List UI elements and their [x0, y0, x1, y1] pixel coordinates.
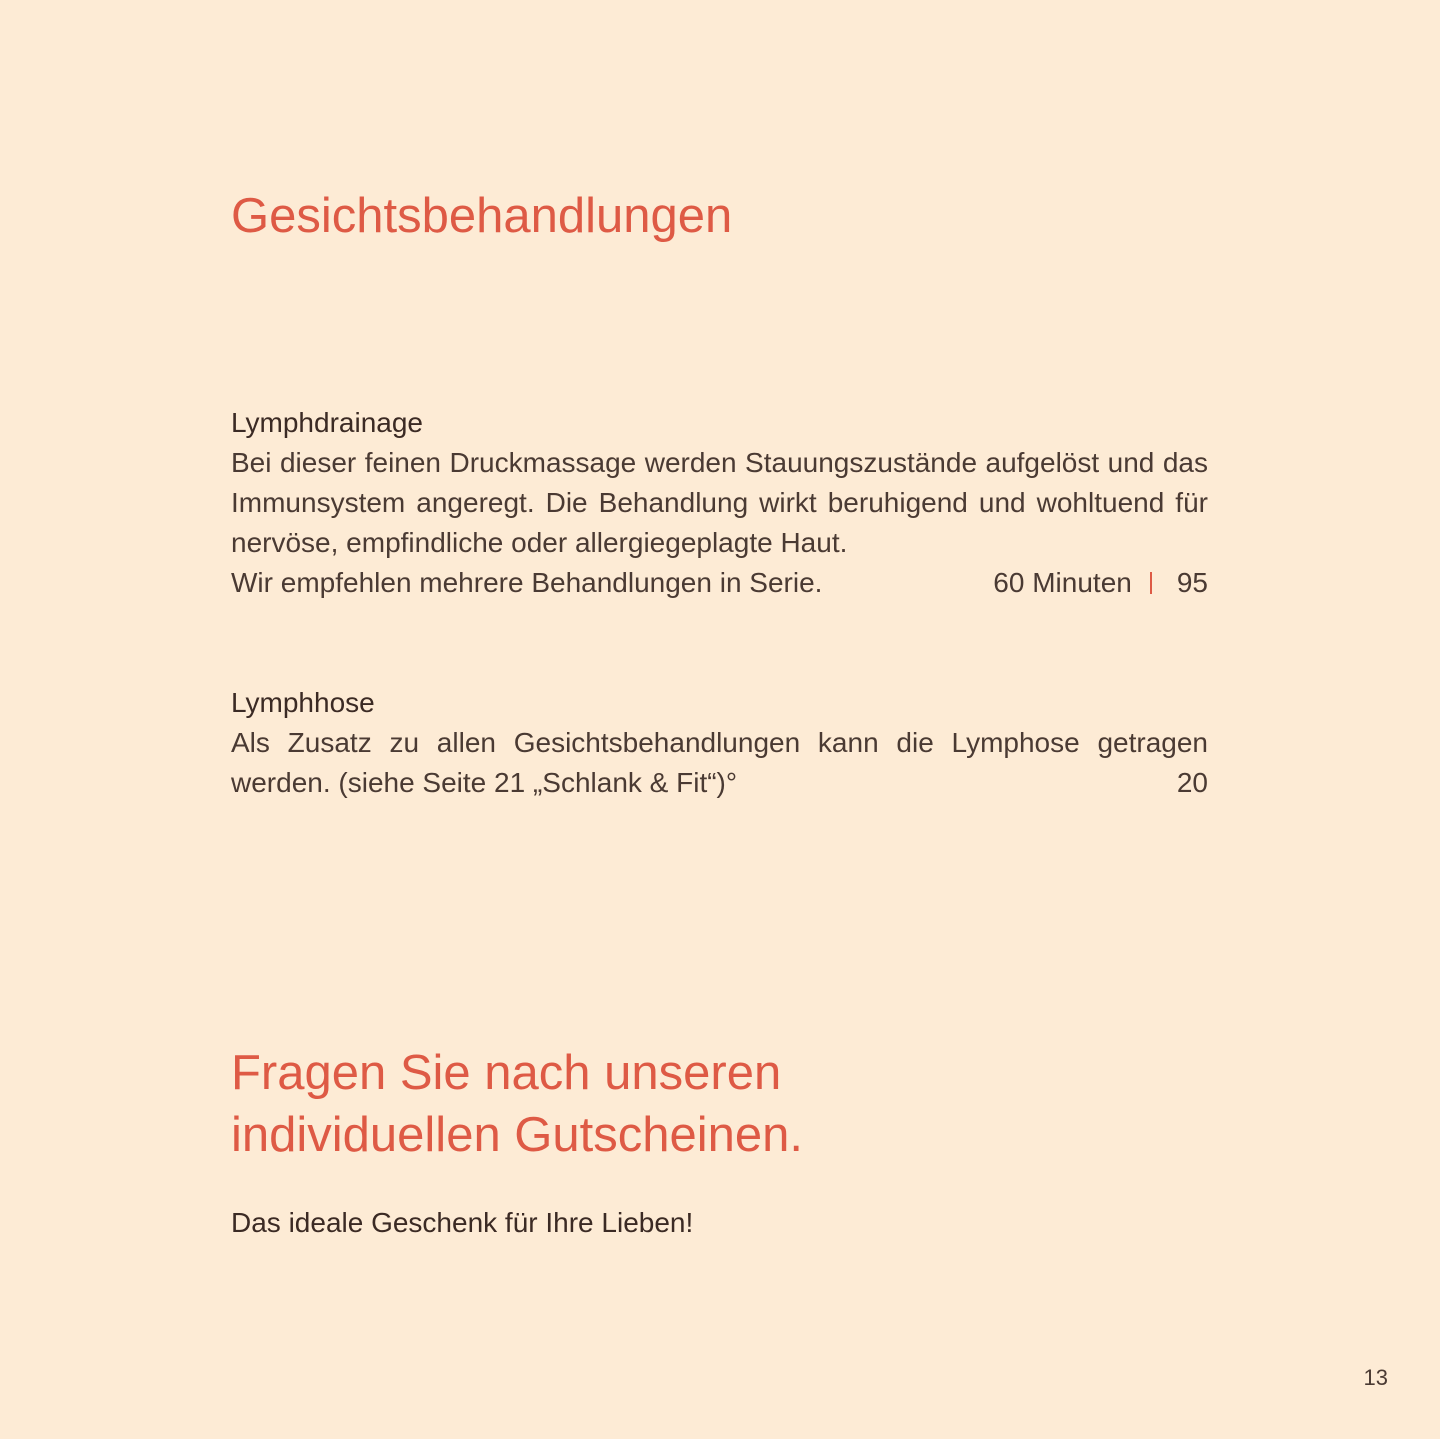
treatment-price: 95	[1176, 567, 1208, 598]
section-title: Gesichtsbehandlungen	[231, 189, 733, 243]
price-group	[993, 563, 1208, 603]
treatment-lymphhose	[231, 683, 1208, 803]
voucher-headline-line-2: individuellen Gutscheinen.	[231, 1108, 804, 1162]
treatment-note: Wir empfehlen mehrere Behandlungen in Serie.	[231, 567, 823, 598]
voucher-subtitle: Das ideale Geschenk für Ihre Lieben!	[231, 1207, 694, 1238]
treatment-price: 20	[1176, 767, 1208, 798]
voucher-headline-line-1: Fragen Sie nach unseren	[231, 1046, 782, 1100]
price-separator	[1150, 572, 1152, 594]
treatment-price-line	[231, 563, 1208, 603]
treatment-description: Als Zusatz zu allen Gesichtsbehandlungen kann die Lymphose getragen	[231, 727, 1208, 758]
treatment-duration: 60 Minuten	[993, 567, 1132, 598]
treatment-name: Lymphdrainage	[231, 407, 423, 438]
treatment-name: Lymphhose	[231, 687, 375, 718]
treatment-lymphdrainage	[231, 403, 1208, 603]
page-number: 13	[1363, 1365, 1388, 1390]
treatment-note: werden. (siehe Seite 21 „Schlank & Fit“)°	[231, 767, 738, 798]
voucher-headline	[231, 1042, 1131, 1166]
treatment-price-line	[231, 763, 1208, 803]
treatment-description: Bei dieser feinen Druckmassage werden Stauungszustände aufgelöst und das Immunsystem angeregt. Die Behandlung wirkt beruhigend und wohltuend für nervöse, empfindliche oder allergiegeplagte Haut.	[231, 447, 1208, 558]
